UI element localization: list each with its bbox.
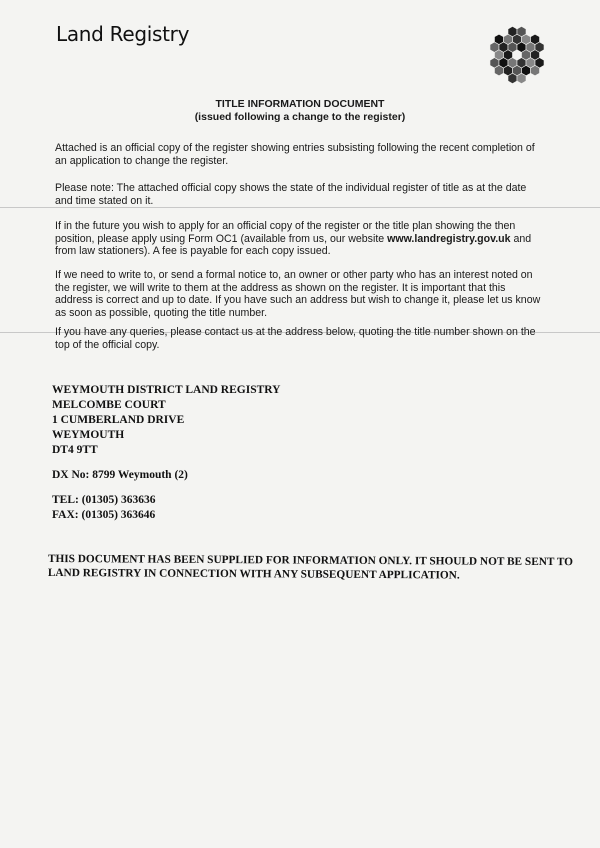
paragraph-write-to: If we need to write to, or send a formal notice to, an owner or other party who has an interest noted on the register, we will write to them at the address as shown on the register. It is important that this address is correct and up to date. If you have such an address but wish to change it, please let us know as soon as possible, quoting the title number. (55, 269, 541, 319)
hexagon-cluster-logo-icon (486, 25, 548, 85)
paragraph-queries: If you have any queries, please contact us at the address below, quoting the title number shown on the top of the official copy. (55, 326, 536, 351)
website-link[interactable]: www.landregistry.gov.uk (387, 232, 511, 245)
logo-hexagon (517, 73, 526, 83)
address-line: WEYMOUTH (52, 429, 125, 441)
paragraph-attached: Attached is an official copy of the register showing entries subsisting following the recent completion of an application to change the register. (55, 142, 535, 167)
document-title (0, 98, 600, 124)
information-only-notice: THIS DOCUMENT HAS BEEN SUPPLIED FOR INFORMATION ONLY. IT SHOULD NOT BE SENT TO LAND REGISTRY IN CONNECTION WITH ANY SUBSEQUENT APPLICATION. (47, 553, 574, 582)
logo-hexagon (494, 65, 503, 75)
logo-hexagon (508, 73, 517, 83)
title-heading: TITLE INFORMATION DOCUMENT (215, 98, 385, 110)
logo-hexagon (531, 65, 540, 75)
logo-text: Land Registry (56, 22, 190, 46)
dx-number: DX No: 8799 Weymouth (2) (52, 469, 188, 481)
address-line: WEYMOUTH DISTRICT LAND REGISTRY (52, 384, 281, 396)
address-line: DT4 9TT (52, 444, 98, 456)
address-line: MELCOMBE COURT (52, 399, 166, 411)
address-line: 1 CUMBERLAND DRIVE (52, 414, 185, 426)
paragraph-text: If in the future you wish to apply for an official copy of the register or the title plan showing the then position, please apply using Form OC1 (available from us, our website (55, 220, 516, 245)
telephone: TEL: (01305) 363636 (52, 494, 156, 506)
paragraph-future-copies (55, 220, 545, 258)
paragraph-please-note: Please note: The attached official copy shows the state of the individual register of title as at the date and time stated on it. (55, 182, 527, 207)
paragraph-text: and from law stationers). A fee is payable for each copy issued. (55, 232, 532, 258)
title-subheading: (issued following a change to the register) (194, 111, 406, 123)
fax: FAX: (01305) 363646 (52, 509, 156, 521)
scan-line (0, 207, 600, 208)
address-block (52, 383, 280, 523)
